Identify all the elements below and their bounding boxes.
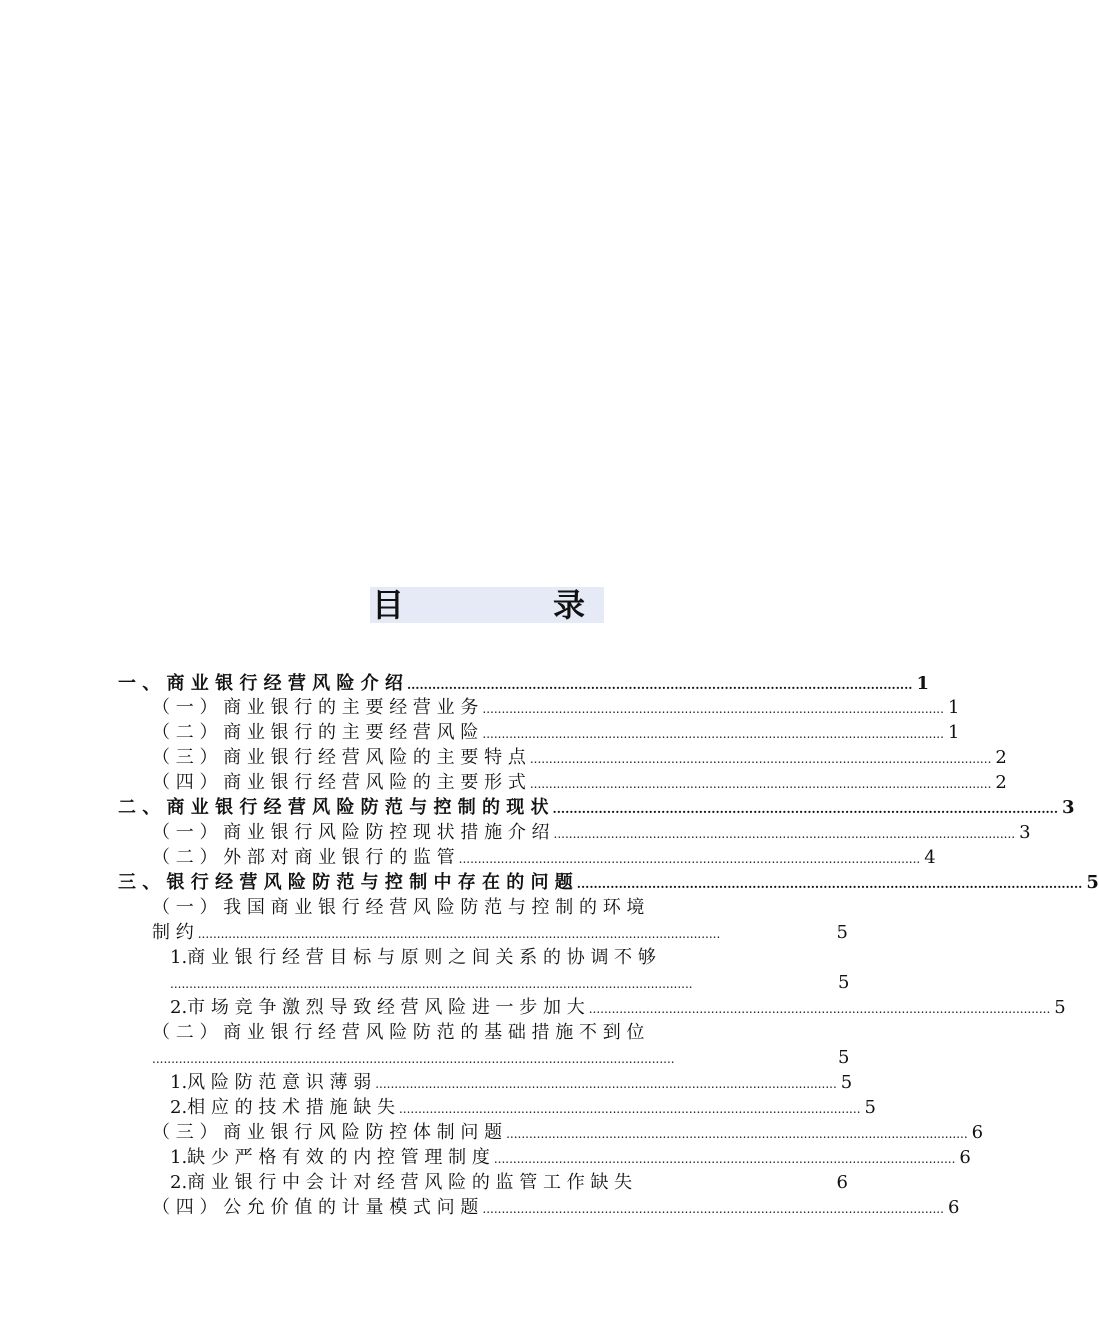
- toc-entry-text: 三 、 银 行 经 营 风 险 防 范 与 控 制 中 存 在 的 问 题: [118, 872, 573, 893]
- toc-leader: .........................................................................................................................: [552, 802, 1059, 816]
- toc-leader: .........................................................................................................................: [482, 727, 944, 741]
- toc-page-number: 5: [1054, 997, 1066, 1018]
- toc-entry-text: （ 一 ） 我 国 商 业 银 行 经 营 风 险 防 范 与 控 制 的 环 境: [152, 897, 645, 918]
- toc-entry-text: （ 四 ） 商 业 银 行 经 营 风 险 的 主 要 形 式: [152, 772, 526, 793]
- toc-entry-line-2[interactable]: [170, 971, 848, 995]
- toc-entry[interactable]: [152, 771, 1007, 795]
- toc-leader: .........................................................................................................................................: [152, 1052, 675, 1066]
- toc-page-number: 3: [1019, 822, 1031, 843]
- toc-entry[interactable]: [152, 721, 960, 745]
- toc-entry[interactable]: [152, 1121, 984, 1145]
- toc-page-number: 1: [947, 722, 960, 743]
- toc-page-number: 2: [995, 747, 1007, 768]
- toc-leader: .........................................................................................................................: [588, 1002, 1051, 1016]
- toc-leader: .........................................................................................................................: [506, 1127, 968, 1141]
- toc-leader: .........................................................................................................................: [406, 678, 913, 692]
- toc-entry-text: 2.相 应 的 技 术 措 施 缺 失: [170, 1097, 395, 1118]
- toc-entry-text: （ 二 ） 商 业 银 行 的 主 要 经 营 风 险: [152, 722, 479, 743]
- toc-leader: .........................................................................................................................: [375, 1077, 837, 1091]
- toc-entry-text: （ 二 ） 外 部 对 商 业 银 行 的 监 管: [152, 847, 455, 868]
- toc-page-number: 6: [836, 1172, 848, 1193]
- toc-entry-text: 一 、 商 业 银 行 经 营 风 险 介 绍: [118, 673, 403, 694]
- toc-entry[interactable]: [118, 796, 1075, 820]
- toc-entry[interactable]: [170, 1146, 971, 1170]
- toc-page-number: 5: [836, 922, 848, 943]
- toc-page-number: 3: [1062, 797, 1075, 818]
- toc-entry-text: （ 三 ） 商 业 银 行 风 险 防 控 体 制 问 题: [152, 1122, 503, 1143]
- toc-entry-text: 2.商 业 银 行 中 会 计 对 经 营 风 险 的 监 管 工 作 缺 失: [170, 1172, 633, 1193]
- toc-page-number: 5: [840, 1072, 853, 1093]
- toc-entry-line-2[interactable]: [152, 921, 848, 945]
- toc-entry[interactable]: [170, 996, 1066, 1020]
- toc-page-number: 6: [971, 1122, 984, 1143]
- toc-entry-text: （ 二 ） 商 业 银 行 经 营 风 险 防 范 的 基 础 措 施 不 到 位: [152, 1022, 645, 1043]
- toc-title: [370, 587, 604, 623]
- toc-entry-text: （ 一 ） 商 业 银 行 风 险 防 控 现 状 措 施 介 绍: [152, 822, 550, 843]
- toc-entry[interactable]: [118, 871, 1099, 895]
- toc-leader: .........................................................................................................................: [398, 1102, 861, 1116]
- toc-leader: .........................................................................................................................: [458, 852, 921, 866]
- toc-page-number: 1: [947, 697, 960, 718]
- toc-page-number: 5: [838, 972, 850, 993]
- toc-entry-text: 1.缺 少 严 格 有 效 的 内 控 管 理 制 度: [170, 1147, 490, 1168]
- toc-entry-line-1[interactable]: [152, 896, 848, 920]
- toc-page-number: 1: [916, 673, 929, 694]
- toc-leader: .........................................................................................................................: [482, 702, 944, 716]
- toc-leader: .........................................................................................................................................: [170, 977, 693, 991]
- toc-entry-text: 1.商 业 银 行 经 营 目 标 与 原 则 之 间 关 系 的 协 调 不 够: [170, 947, 656, 968]
- toc-entry[interactable]: [170, 1071, 853, 1095]
- toc-entry-text: （ 三 ） 商 业 银 行 经 营 风 险 的 主 要 特 点: [152, 747, 526, 768]
- toc-page-number: 2: [995, 772, 1007, 793]
- toc-title-char-1: 目: [372, 586, 405, 624]
- toc-page-number: 5: [864, 1097, 876, 1118]
- toc-entry-text: 1.风 险 防 范 意 识 薄 弱: [170, 1072, 372, 1093]
- toc-leader: .........................................................................................................................: [493, 1152, 956, 1166]
- toc-page-number: 5: [1086, 872, 1099, 893]
- toc-title-char-2: 录: [553, 586, 586, 624]
- toc-entry-line-2[interactable]: [152, 1046, 848, 1070]
- toc-entry[interactable]: [152, 746, 1007, 770]
- toc-entry[interactable]: [170, 1096, 876, 1120]
- toc-entry-text: 二 、 商 业 银 行 经 营 风 险 防 范 与 控 制 的 现 状: [118, 797, 549, 818]
- toc-page-number: 5: [838, 1047, 850, 1068]
- toc-entry-line-1[interactable]: [152, 1021, 848, 1045]
- toc-page-number: 6: [959, 1147, 971, 1168]
- toc-entry-line-1[interactable]: [170, 946, 848, 970]
- toc-entry-text-cont: 制 约: [152, 922, 194, 943]
- toc-entry-text: （ 四 ） 公 允 价 值 的 计 量 模 式 问 题: [152, 1197, 479, 1218]
- toc-entry[interactable]: [152, 1196, 960, 1220]
- toc-leader: .........................................................................................................................: [482, 1202, 944, 1216]
- toc-leader: .........................................................................................................................: [576, 877, 1083, 891]
- toc-leader: .........................................................................................................................: [529, 752, 992, 766]
- toc-page-number: 4: [924, 847, 936, 868]
- toc-entry-text: 2.市 场 竞 争 激 烈 导 致 经 营 风 险 进 一 步 加 大: [170, 997, 585, 1018]
- toc-leader: .........................................................................................................................: [529, 777, 992, 791]
- toc-entry[interactable]: [170, 1171, 848, 1195]
- toc-entry[interactable]: [152, 821, 1031, 845]
- toc-leader: .........................................................................................................................................: [197, 927, 721, 941]
- toc-page-number: 6: [947, 1197, 960, 1218]
- toc-entry[interactable]: [152, 696, 960, 720]
- toc-leader: .........................................................................................................................: [553, 827, 1016, 841]
- toc-entry-text: （ 一 ） 商 业 银 行 的 主 要 经 营 业 务: [152, 697, 479, 718]
- toc-entry[interactable]: [118, 672, 929, 696]
- toc-entry[interactable]: [152, 846, 936, 870]
